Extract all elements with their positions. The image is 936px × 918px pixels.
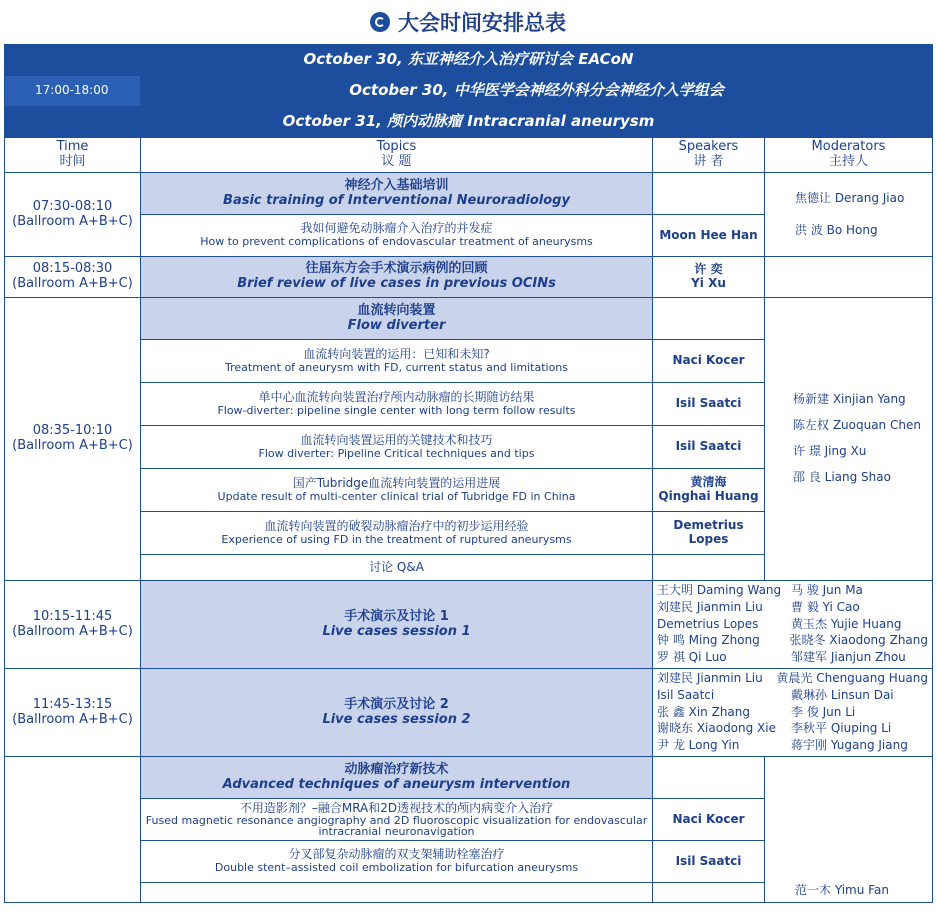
schedule-table bbox=[4, 44, 933, 903]
band-row bbox=[5, 76, 933, 107]
speaker-cell: Isil Saatci bbox=[653, 383, 765, 426]
band-row bbox=[5, 45, 933, 76]
header-speakers: Speakers 讲 者 bbox=[653, 138, 765, 173]
section-title: 往届东方会手术演示病例的回顾 Brief review of live cases in previous OCINs bbox=[141, 257, 653, 298]
topic-cell: 我如何避免动脉瘤介入治疗的并发症 How to prevent complications of endovascular treatment of aneurysms bbox=[141, 215, 653, 257]
speaker-cell: Isil Saatci bbox=[653, 841, 765, 883]
topic-cell: 国产Tubridge血流转向装置的运用进展 Update result of multi-center clinical trial of Tubridge FD in China bbox=[141, 469, 653, 512]
logo-icon bbox=[370, 12, 390, 32]
panel-cell: 王大明 Daming Wang 马 骏 Jun Ma 刘建民 Jianmin Liu 曹 毅 Yi Cao Demetrius Lopes 黄玉杰 Yujie Huang 钟 鸣 Ming Zhong 张晓冬 Xiaodong Zhang 罗 祺 Qi Luo 邹建军 Jianjun Zhou bbox=[653, 581, 933, 669]
table-row bbox=[5, 173, 933, 215]
table-row bbox=[5, 581, 933, 669]
speaker-cell: Isil Saatci bbox=[653, 426, 765, 469]
topic-cell: 血流转向装置运用的关键技术和技巧 Flow diverter: Pipeline Critical techniques and tips bbox=[141, 426, 653, 469]
speaker-cell: Naci Kocer bbox=[653, 340, 765, 383]
table-row bbox=[5, 669, 933, 757]
speaker-cell bbox=[653, 298, 765, 340]
speaker-cell: Demetrius Lopes bbox=[653, 512, 765, 555]
band-oct31: October 31, 颅内动脉瘤 Intracranial aneurysm bbox=[5, 107, 933, 138]
section-title: 手术演示及讨论 1 Live cases session 1 bbox=[141, 581, 653, 669]
table-row bbox=[5, 298, 933, 340]
time-cell: 11:45-13:15 (Ballroom A+B+C) bbox=[5, 669, 141, 757]
speaker-cell bbox=[653, 883, 765, 903]
header-row bbox=[5, 138, 933, 173]
speaker-cell: Moon Hee Han bbox=[653, 215, 765, 257]
time-cell: 07:30-08:10 (Ballroom A+B+C) bbox=[5, 173, 141, 257]
speaker-cell bbox=[653, 757, 765, 799]
title-text: 大会时间安排总表 bbox=[398, 11, 566, 35]
band-eacon: October 30, 东亚神经介入治疗研讨会 EACoN bbox=[5, 45, 933, 76]
speaker-cell bbox=[653, 555, 765, 581]
moderator-cell: 范一木 Yimu Fan bbox=[765, 757, 933, 903]
topic-cell: 单中心血流转向装置治疗颅内动脉瘤的长期随访结果 Flow-diverter: pipeline single center with long term follow results bbox=[141, 383, 653, 426]
section-title: 手术演示及讨论 2 Live cases session 2 bbox=[141, 669, 653, 757]
topic-cell bbox=[141, 883, 653, 903]
topic-cell: 不用造影剂？–融合MRA和2D透视技术的颅内病变介入治疗 Fused magnetic resonance angiography and 2D fluoroscopic visualization for endovascular intracranial neuronavigation bbox=[141, 799, 653, 841]
moderator-cell bbox=[765, 257, 933, 298]
header-moderators: Moderators 主持人 bbox=[765, 138, 933, 173]
time-cell bbox=[5, 757, 141, 903]
topic-cell: 血流转向装置的破裂动脉瘤治疗中的初步运用经验 Experience of using FD in the treatment of ruptured aneurysms bbox=[141, 512, 653, 555]
time-cell: 10:15-11:45 (Ballroom A+B+C) bbox=[5, 581, 141, 669]
speaker-cell: Naci Kocer bbox=[653, 799, 765, 841]
topic-cell: 血流转向装置的运用：已知和未知? Treatment of aneurysm with FD, current status and limitations bbox=[141, 340, 653, 383]
table-row bbox=[5, 757, 933, 799]
speaker-cell bbox=[653, 173, 765, 215]
moderator-cell: 杨新建 Xinjian Yang 陈左权 Zuoquan Chen 许 璟 Jing Xu 邵 良 Liang Shao bbox=[765, 298, 933, 581]
section-title: 动脉瘤治疗新技术 Advanced techniques of aneurysm intervention bbox=[141, 757, 653, 799]
band-cma: October 30, 中华医学会神经外科分会神经介入学组会 bbox=[141, 76, 933, 107]
time-cell: 08:35-10:10 (Ballroom A+B+C) bbox=[5, 298, 141, 581]
table-row bbox=[5, 257, 933, 298]
header-topics: Topics 议 题 bbox=[141, 138, 653, 173]
page-title bbox=[0, 0, 936, 44]
band-row bbox=[5, 107, 933, 138]
speaker-cell: 许 奕 Yi Xu bbox=[653, 257, 765, 298]
header-time: Time 时间 bbox=[5, 138, 141, 173]
moderator-cell: 焦德让 Derang Jiao 洪 波 Bo Hong bbox=[765, 173, 933, 257]
topic-cell: 分叉部复杂动脉瘤的双支架辅助栓塞治疗 Double stent–assisted coil embolization for bifurcation aneurysms bbox=[141, 841, 653, 883]
section-title: 神经介入基础培训 Basic training of Interventional Neuroradiology bbox=[141, 173, 653, 215]
panel-cell: 刘建民 Jianmin Liu 黄晨光 Chenguang Huang Isil Saatci 戴琳孙 Linsun Dai 张 鑫 Xin Zhang 李 俊 Jun Li 谢晓东 Xiaodong Xie 李秋平 Qiuping Li 尹 龙 Long Yin 蒋宇刚 Yugang Jiang bbox=[653, 669, 933, 757]
section-title: 血流转向装置 Flow diverter bbox=[141, 298, 653, 340]
qa-cell: 讨论 Q&A bbox=[141, 555, 653, 581]
band-time: 17:00-18:00 bbox=[5, 76, 141, 107]
speaker-cell: 黄清海 Qinghai Huang bbox=[653, 469, 765, 512]
time-cell: 08:15-08:30 (Ballroom A+B+C) bbox=[5, 257, 141, 298]
